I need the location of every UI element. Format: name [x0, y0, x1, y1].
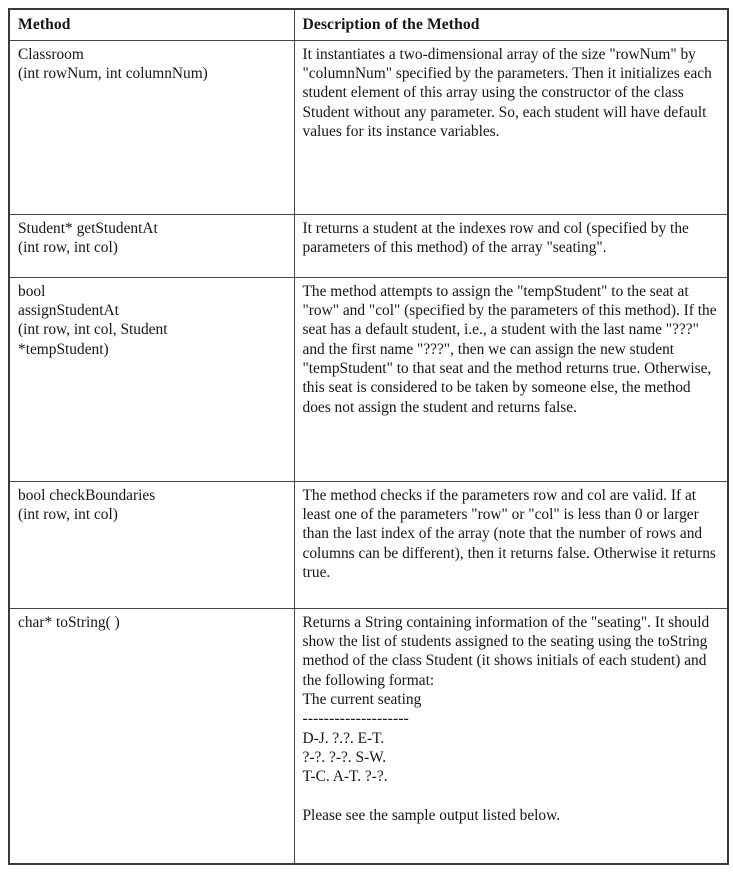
- paragraph-spacer: [303, 787, 721, 806]
- method-signature-cell: [9, 608, 294, 864]
- method-description-text: It instantiates a two-dimensional array of the size "rowNum" by "columnNum" specified by the parameters. Then it initializes each student element of this array using the constructor of the class Student without any parameter. So, each student will have default values for its instance variables.: [302, 45, 712, 140]
- table-row: [9, 608, 728, 864]
- method-specification-table: [8, 8, 729, 865]
- seating-output-grid: [303, 729, 721, 787]
- method-signature-cell: [9, 277, 294, 481]
- method-description-cell: [294, 481, 728, 608]
- method-description-text: The method checks if the parameters row and col are valid. If at least one of the parameters "row" or "col" is less than 0 or larger than the last index of the array (note that the number of rows and columns can be different), then it returns false. Otherwise it returns true.: [302, 486, 716, 581]
- table-row: [9, 277, 728, 481]
- method-signature-cell: [9, 214, 294, 277]
- method-signature-line: *tempStudent): [18, 340, 109, 358]
- method-signature-cell: [9, 40, 294, 214]
- method-signature-line: (int rowNum, int columnNum): [18, 64, 208, 82]
- table-body: [9, 40, 728, 864]
- method-description-cell: [294, 608, 728, 864]
- sample-output-note: Please see the sample output listed below.: [302, 806, 561, 824]
- method-description-cell: [294, 40, 728, 214]
- method-signature-line: assignStudentAt: [18, 301, 119, 319]
- table-header-row: [9, 9, 728, 40]
- seating-output-row: D-J. ?.?. E-T.: [302, 729, 385, 747]
- method-signature-line: (int row, int col): [18, 238, 118, 256]
- table-row: [9, 214, 728, 277]
- table-header: [9, 9, 728, 40]
- column-header-description: Description of the Method: [294, 9, 728, 40]
- seating-output-rule: --------------------: [302, 710, 410, 728]
- method-signature-line: Student* getStudentAt: [18, 219, 158, 237]
- method-signature-line: (int row, int col): [18, 505, 118, 523]
- column-header-method: Method: [9, 9, 294, 40]
- method-description-text: Returns a String containing information of the "seating". It should show the list of students assigned to the seating using the toString method of the class Student (it shows initials of each student) and the following format:: [302, 613, 710, 689]
- seating-output-row: T-C. A-T. ?-?.: [302, 768, 388, 786]
- table-row: [9, 40, 728, 214]
- seating-output-title: The current seating: [302, 690, 422, 708]
- method-description-text: The method attempts to assign the "tempStudent" to the seat at "row" and "col" (specified by the parameters of this method). If the seat has a default student, i.e., a student with the last name "???" and the first name "???", then we can assign the new student "tempStudent" to that seat and the method returns true. Otherwise, this seat is considered to be taken by someone else, the method does not assign the student and returns false.: [302, 282, 717, 416]
- method-signature-line: char* toString( ): [18, 613, 120, 631]
- table-row: [9, 481, 728, 608]
- method-signature-line: Classroom: [18, 45, 84, 63]
- method-description-text: It returns a student at the indexes row and col (specified by the parameters of this method) of the array "seating".: [302, 219, 689, 256]
- method-signature-line: bool checkBoundaries: [18, 486, 156, 504]
- method-description-cell: [294, 214, 728, 277]
- method-description-cell: [294, 277, 728, 481]
- method-signature-line: (int row, int col, Student: [18, 321, 168, 339]
- method-signature-cell: [9, 481, 294, 608]
- seating-output-row: ?-?. ?-?. S-W.: [302, 748, 387, 766]
- method-signature-line: bool: [18, 282, 46, 300]
